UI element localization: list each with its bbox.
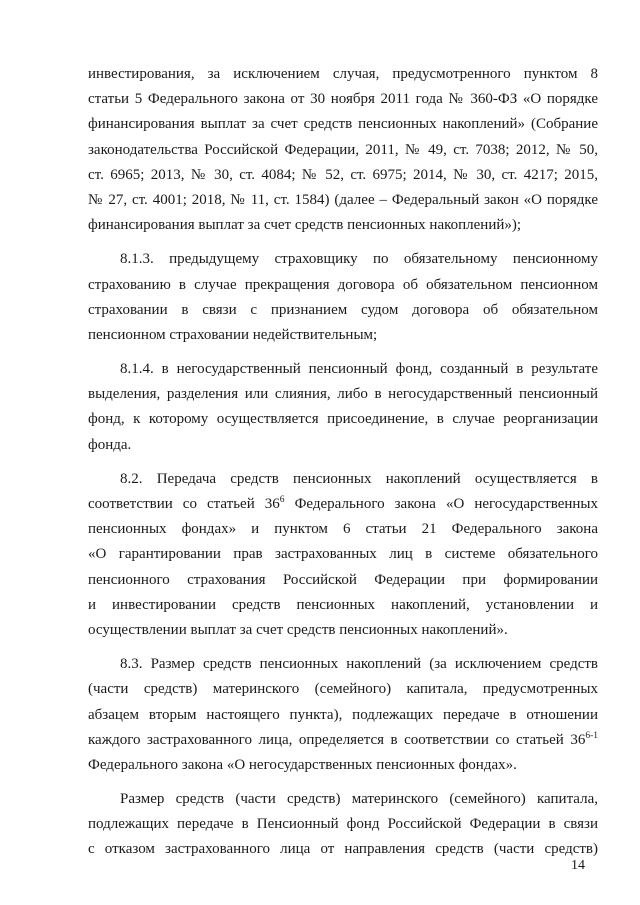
text-line: абзацем вторым настоящего пункта), подлежащих передаче в отношении <box>88 706 598 723</box>
text-line <box>88 492 598 517</box>
text-fragment: Федерального закона «О негосударственных <box>284 496 598 512</box>
text-line: финансирования выплат за счет средств пенсионных накоплений»); <box>88 217 522 234</box>
text-line: № 27, ст. 4001; 2018, № 11, ст. 1584) (далее – Федеральный закон «О порядке <box>88 191 598 208</box>
text-line: осуществлении выплат за счет средств пенсионных накоплений». <box>88 621 508 638</box>
text-line: финансирования выплат за счет средств пенсионных накоплений» (Собрание <box>88 116 598 133</box>
text-line: фонд, к которому осуществляется присоединение, в случае реорганизации <box>88 411 598 428</box>
paragraph-8-1-3 <box>88 247 598 348</box>
document-body <box>88 62 598 863</box>
paragraph-continuation <box>88 62 598 238</box>
text-line: статьи 5 Федерального закона от 30 ноября 2011 года № 360-ФЗ «О порядке <box>88 91 598 108</box>
text-line <box>88 728 598 753</box>
text-line: ст. 6965; 2013, № 30, ст. 4084; № 52, ст. 6975; 2014, № 30, ст. 4217; 2015, <box>88 166 598 183</box>
text-line: и инвестировании средств пенсионных накоплений, установлении и <box>88 596 598 613</box>
paragraph-8-3 <box>88 652 598 778</box>
superscript: 6 <box>279 495 285 505</box>
text-line: законодательства Российской Федерации, 2011, № 49, ст. 7038; 2012, № 50, <box>88 141 598 158</box>
text-line: с отказом застрахованного лица от направления средств (части средств) <box>88 841 598 858</box>
text-line: страховании в связи с признанием судом договора об обязательном <box>88 301 598 318</box>
page-number: 14 <box>571 858 585 873</box>
text-line: страхованию в случае прекращения договора об обязательном пенсионном <box>88 276 598 293</box>
paragraph-8-1-4 <box>88 357 598 458</box>
text-line: фонда. <box>88 436 132 453</box>
text-line: Федерального закона «О негосударственных пенсионных фондах». <box>88 756 517 773</box>
text-fragment: каждого застрахованного лица, определяется в соответствии со статьей 36 <box>88 731 586 748</box>
text-line: пенсионных фондах» и пунктом 6 статьи 21 Федерального закона <box>88 521 598 538</box>
text-line: 8.3. Размер средств пенсионных накоплений (за исключением средств <box>120 656 598 673</box>
text-line: пенсионном страховании недействительным; <box>88 326 378 343</box>
text-fragment: соответствии со статьей 36 <box>88 496 280 512</box>
text-line: 8.1.3. предыдущему страховщику по обязательному пенсионному <box>120 251 598 268</box>
text-line: Размер средств (части средств) материнского (семейного) капитала, <box>120 791 598 808</box>
text-line: пенсионного страхования Российской Федерации при формировании <box>88 571 598 588</box>
text-line: инвестирования, за исключением случая, предусмотренного пунктом 8 <box>88 66 598 82</box>
paragraph-razmer <box>88 787 598 863</box>
text-line: 8.1.4. в негосударственный пенсионный фонд, созданный в результате <box>120 361 598 378</box>
text-line: 8.2. Передача средств пенсионных накоплений осуществляется в <box>120 470 598 487</box>
text-line: подлежащих передаче в Пенсионный фонд Российской Федерации в связи <box>88 816 598 833</box>
paragraph-8-2 <box>88 467 598 643</box>
text-line: «О гарантировании прав застрахованных лиц в системе обязательного <box>88 546 598 563</box>
text-line: выделения, разделения или слияния, либо в негосударственный пенсионный <box>88 386 598 403</box>
text-line: (части средств) материнского (семейного) капитала, предусмотренных <box>88 681 598 698</box>
superscript: 6-1 <box>585 730 598 741</box>
